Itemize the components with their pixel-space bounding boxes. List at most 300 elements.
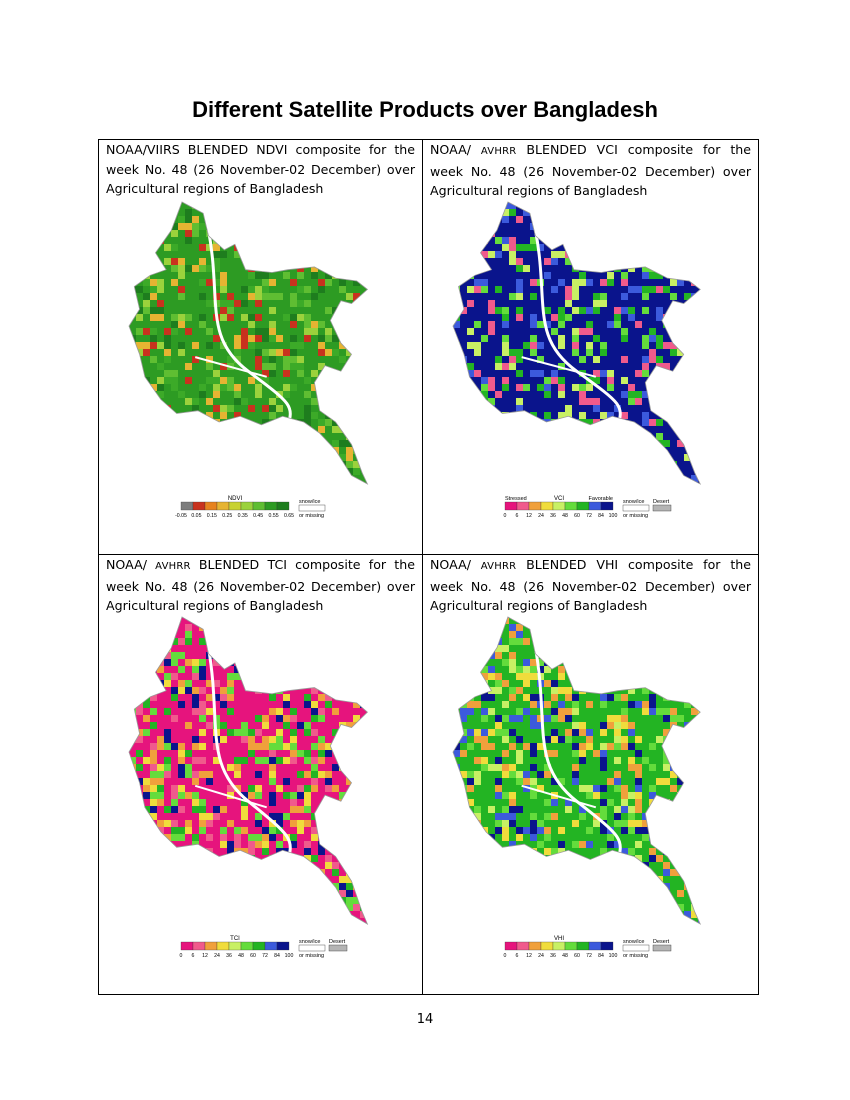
map-pixel	[164, 708, 171, 715]
map-pixel	[600, 785, 607, 792]
map-pixel	[381, 792, 388, 799]
map-pixel	[621, 827, 628, 834]
map-pixel	[670, 785, 677, 792]
map-pixel	[684, 342, 691, 349]
map-pixel	[220, 911, 227, 918]
map-pixel	[684, 237, 691, 244]
map-pixel	[150, 293, 157, 300]
map-pixel	[360, 237, 367, 244]
map-pixel	[712, 405, 719, 412]
map-pixel	[621, 307, 628, 314]
map-pixel	[516, 778, 523, 785]
map-pixel	[185, 659, 192, 666]
map-pixel	[698, 454, 705, 461]
map-pixel	[374, 244, 381, 251]
map-pixel	[691, 855, 698, 862]
map-pixel	[192, 834, 199, 841]
map-pixel	[360, 454, 367, 461]
map-pixel	[663, 265, 670, 272]
map-pixel	[572, 785, 579, 792]
map-pixel	[185, 848, 192, 855]
map-pixel	[691, 307, 698, 314]
map-pixel	[495, 813, 502, 820]
map-pixel	[495, 286, 502, 293]
map-pixel	[199, 482, 206, 489]
map-pixel	[495, 778, 502, 785]
map-pixel	[460, 708, 467, 715]
map-pixel	[719, 715, 726, 722]
map-pixel	[227, 624, 234, 631]
map-pixel	[614, 342, 621, 349]
map-pixel	[150, 624, 157, 631]
map-pixel	[318, 251, 325, 258]
map-pixel	[628, 433, 635, 440]
map-pixel	[509, 862, 516, 869]
map-pixel	[509, 869, 516, 876]
map-pixel	[255, 792, 262, 799]
tci-map	[99, 555, 422, 994]
map-pixel	[453, 230, 460, 237]
map-pixel	[677, 834, 684, 841]
map-pixel	[509, 785, 516, 792]
map-pixel	[593, 624, 600, 631]
map-pixel	[332, 454, 339, 461]
map-pixel	[481, 384, 488, 391]
map-pixel	[346, 461, 353, 468]
map-pixel	[325, 750, 332, 757]
legend-extra-label: or missing	[623, 513, 649, 519]
map-pixel	[607, 293, 614, 300]
map-pixel	[304, 300, 311, 307]
map-pixel	[157, 237, 164, 244]
map-pixel	[248, 237, 255, 244]
map-pixel	[614, 216, 621, 223]
map-pixel	[523, 426, 530, 433]
map-pixel	[586, 883, 593, 890]
map-pixel	[150, 757, 157, 764]
legend-swatch	[205, 502, 217, 510]
legend-extra-label: or missing	[623, 953, 649, 959]
map-pixel	[579, 624, 586, 631]
map-pixel	[509, 820, 516, 827]
map-pixel	[691, 792, 698, 799]
map-pixel	[178, 461, 185, 468]
map-pixel	[276, 785, 283, 792]
map-pixel	[488, 328, 495, 335]
map-pixel	[467, 482, 474, 489]
map-pixel	[607, 349, 614, 356]
map-pixel	[614, 300, 621, 307]
map-pixel	[635, 398, 642, 405]
map-pixel	[227, 659, 234, 666]
map-pixel	[705, 848, 712, 855]
map-pixel	[502, 701, 509, 708]
map-pixel	[199, 447, 206, 454]
map-pixel	[262, 638, 269, 645]
map-pixel	[353, 715, 360, 722]
map-pixel	[691, 321, 698, 328]
map-pixel	[474, 890, 481, 897]
map-pixel	[206, 876, 213, 883]
map-pixel	[136, 764, 143, 771]
map-pixel	[290, 792, 297, 799]
map-pixel	[474, 729, 481, 736]
map-pixel	[488, 806, 495, 813]
map-pixel	[572, 722, 579, 729]
map-pixel	[642, 419, 649, 426]
map-pixel	[586, 307, 593, 314]
map-pixel	[670, 342, 677, 349]
map-pixel	[311, 764, 318, 771]
map-pixel	[290, 645, 297, 652]
map-pixel	[220, 468, 227, 475]
map-pixel	[164, 209, 171, 216]
map-pixel	[248, 321, 255, 328]
map-pixel	[157, 377, 164, 384]
map-pixel	[712, 701, 719, 708]
map-pixel	[213, 433, 220, 440]
map-pixel	[495, 454, 502, 461]
map-pixel	[481, 764, 488, 771]
map-pixel	[311, 869, 318, 876]
map-pixel	[712, 897, 719, 904]
map-pixel	[262, 335, 269, 342]
map-pixel	[453, 475, 460, 482]
map-pixel	[523, 876, 530, 883]
map-pixel	[332, 743, 339, 750]
map-pixel	[530, 897, 537, 904]
map-pixel	[705, 617, 712, 624]
map-pixel	[360, 307, 367, 314]
map-pixel	[199, 659, 206, 666]
map-pixel	[523, 890, 530, 897]
map-pixel	[488, 419, 495, 426]
map-pixel	[388, 209, 395, 216]
map-pixel	[255, 673, 262, 680]
map-pixel	[579, 286, 586, 293]
map-pixel	[516, 433, 523, 440]
map-pixel	[367, 736, 374, 743]
map-pixel	[572, 897, 579, 904]
map-pixel	[670, 827, 677, 834]
map-pixel	[311, 328, 318, 335]
map-pixel	[705, 307, 712, 314]
map-pixel	[388, 673, 395, 680]
map-pixel	[474, 904, 481, 911]
map-pixel	[663, 813, 670, 820]
map-pixel	[670, 743, 677, 750]
map-pixel	[565, 624, 572, 631]
map-pixel	[600, 454, 607, 461]
map-pixel	[523, 827, 530, 834]
map-pixel	[488, 412, 495, 419]
map-pixel	[607, 384, 614, 391]
map-pixel	[544, 617, 551, 624]
map-pixel	[381, 722, 388, 729]
map-pixel	[192, 806, 199, 813]
map-pixel	[234, 918, 241, 925]
map-pixel	[262, 454, 269, 461]
map-pixel	[460, 482, 467, 489]
map-pixel	[509, 918, 516, 925]
map-pixel	[600, 412, 607, 419]
map-pixel	[353, 251, 360, 258]
map-pixel	[593, 820, 600, 827]
map-pixel	[241, 617, 248, 624]
map-pixel	[586, 433, 593, 440]
map-pixel	[276, 729, 283, 736]
map-pixel	[346, 862, 353, 869]
map-pixel	[502, 237, 509, 244]
map-pixel	[453, 918, 460, 925]
legend-swatch	[299, 945, 325, 951]
map-pixel	[311, 293, 318, 300]
map-pixel	[220, 209, 227, 216]
map-pixel	[607, 841, 614, 848]
map-pixel	[283, 202, 290, 209]
map-pixel	[129, 799, 136, 806]
map-pixel	[453, 890, 460, 897]
map-raster	[453, 617, 733, 925]
map-pixel	[481, 475, 488, 482]
map-pixel	[136, 617, 143, 624]
legend-tick: 0.15	[206, 513, 217, 519]
map-pixel	[544, 426, 551, 433]
map-pixel	[381, 764, 388, 771]
map-pixel	[586, 258, 593, 265]
map-pixel	[544, 482, 551, 489]
map-pixel	[460, 265, 467, 272]
map-pixel	[698, 426, 705, 433]
map-pixel	[530, 771, 537, 778]
map-pixel	[150, 841, 157, 848]
map-pixel	[178, 370, 185, 377]
map-pixel	[579, 876, 586, 883]
map-pixel	[136, 848, 143, 855]
map-pixel	[698, 216, 705, 223]
map-pixel	[227, 314, 234, 321]
map-pixel	[360, 209, 367, 216]
map-pixel	[255, 300, 262, 307]
map-pixel	[628, 806, 635, 813]
map-pixel	[460, 314, 467, 321]
map-pixel	[642, 918, 649, 925]
map-pixel	[192, 230, 199, 237]
map-pixel	[467, 918, 474, 925]
map-pixel	[248, 785, 255, 792]
legend-extra-label: snow/ice	[623, 939, 645, 945]
legend-swatch	[517, 942, 529, 950]
map-pixel	[649, 258, 656, 265]
map-pixel	[670, 750, 677, 757]
map-pixel	[607, 244, 614, 251]
map-pixel	[339, 223, 346, 230]
map-raster	[129, 202, 395, 489]
map-pixel	[241, 890, 248, 897]
map-pixel	[614, 237, 621, 244]
map-pixel	[276, 862, 283, 869]
map-pixel	[481, 890, 488, 897]
map-pixel	[388, 659, 395, 666]
map-pixel	[460, 673, 467, 680]
map-pixel	[171, 869, 178, 876]
map-pixel	[150, 216, 157, 223]
map-pixel	[136, 841, 143, 848]
map-pixel	[325, 645, 332, 652]
map-pixel	[339, 433, 346, 440]
map-pixel	[283, 778, 290, 785]
map-pixel	[642, 314, 649, 321]
map-pixel	[677, 673, 684, 680]
map-pixel	[453, 419, 460, 426]
map-pixel	[516, 799, 523, 806]
map-pixel	[269, 890, 276, 897]
map-legend	[175, 496, 325, 519]
map-pixel	[360, 419, 367, 426]
map-pixel	[474, 279, 481, 286]
map-pixel	[579, 736, 586, 743]
map-pixel	[726, 335, 733, 342]
map-pixel	[684, 673, 691, 680]
map-pixel	[388, 293, 395, 300]
map-pixel	[339, 876, 346, 883]
map-pixel	[178, 216, 185, 223]
map-pixel	[157, 209, 164, 216]
map-pixel	[516, 258, 523, 265]
map-pixel	[516, 293, 523, 300]
map-pixel	[663, 391, 670, 398]
map-pixel	[164, 328, 171, 335]
map-pixel	[516, 897, 523, 904]
map-pixel	[656, 897, 663, 904]
map-pixel	[509, 251, 516, 258]
map-pixel	[712, 321, 719, 328]
map-pixel	[726, 244, 733, 251]
map-pixel	[628, 391, 635, 398]
map-pixel	[551, 279, 558, 286]
map-pixel	[199, 244, 206, 251]
map-pixel	[670, 349, 677, 356]
map-pixel	[311, 468, 318, 475]
map-pixel	[276, 869, 283, 876]
map-pixel	[290, 834, 297, 841]
map-pixel	[544, 384, 551, 391]
map-pixel	[234, 391, 241, 398]
map-pixel	[388, 223, 395, 230]
map-pixel	[234, 771, 241, 778]
map-pixel	[712, 440, 719, 447]
map-pixel	[374, 202, 381, 209]
map-pixel	[381, 223, 388, 230]
map-pixel	[726, 433, 733, 440]
map-pixel	[304, 764, 311, 771]
map-pixel	[684, 841, 691, 848]
map-pixel	[453, 454, 460, 461]
map-pixel	[719, 876, 726, 883]
map-pixel	[143, 792, 150, 799]
map-pixel	[367, 743, 374, 750]
map-pixel	[178, 771, 185, 778]
map-pixel	[579, 757, 586, 764]
map-pixel	[304, 799, 311, 806]
map-pixel	[614, 391, 621, 398]
map-pixel	[157, 307, 164, 314]
map-pixel	[276, 216, 283, 223]
map-pixel	[192, 897, 199, 904]
map-pixel	[150, 806, 157, 813]
map-pixel	[164, 342, 171, 349]
map-pixel	[171, 202, 178, 209]
map-pixel	[262, 743, 269, 750]
map-pixel	[129, 911, 136, 918]
map-pixel	[635, 764, 642, 771]
map-pixel	[388, 454, 395, 461]
map-pixel	[178, 286, 185, 293]
map-pixel	[593, 461, 600, 468]
map-pixel	[129, 827, 136, 834]
map-pixel	[649, 314, 656, 321]
map-pixel	[227, 209, 234, 216]
map-pixel	[698, 377, 705, 384]
map-pixel	[262, 869, 269, 876]
map-pixel	[171, 384, 178, 391]
map-pixel	[353, 827, 360, 834]
map-pixel	[579, 778, 586, 785]
map-pixel	[460, 827, 467, 834]
map-pixel	[453, 272, 460, 279]
map-pixel	[551, 216, 558, 223]
map-pixel	[360, 342, 367, 349]
map-pixel	[248, 482, 255, 489]
map-pixel	[283, 356, 290, 363]
map-pixel	[642, 244, 649, 251]
map-pixel	[171, 820, 178, 827]
caption-text: NOAA/	[430, 142, 481, 157]
map-pixel	[712, 652, 719, 659]
map-pixel	[353, 792, 360, 799]
map-pixel	[213, 862, 220, 869]
map-pixel	[467, 286, 474, 293]
map-pixel	[220, 300, 227, 307]
map-pixel	[360, 617, 367, 624]
map-pixel	[719, 342, 726, 349]
map-pixel	[325, 461, 332, 468]
map-pixel	[318, 652, 325, 659]
map-pixel	[129, 638, 136, 645]
map-pixel	[502, 377, 509, 384]
map-pixel	[311, 918, 318, 925]
map-pixel	[614, 918, 621, 925]
map-pixel	[663, 820, 670, 827]
map-pixel	[495, 652, 502, 659]
map-pixel	[474, 736, 481, 743]
map-pixel	[297, 771, 304, 778]
map-pixel	[495, 335, 502, 342]
map-pixel	[621, 862, 628, 869]
map-pixel	[339, 209, 346, 216]
map-pixel	[488, 356, 495, 363]
map-pixel	[663, 673, 670, 680]
map-pixel	[726, 750, 733, 757]
map-pixel	[353, 904, 360, 911]
map-pixel	[551, 680, 558, 687]
map-pixel	[171, 806, 178, 813]
map-pixel	[143, 834, 150, 841]
map-pixel	[374, 631, 381, 638]
map-pixel	[136, 384, 143, 391]
map-pixel	[488, 694, 495, 701]
map-pixel	[276, 258, 283, 265]
